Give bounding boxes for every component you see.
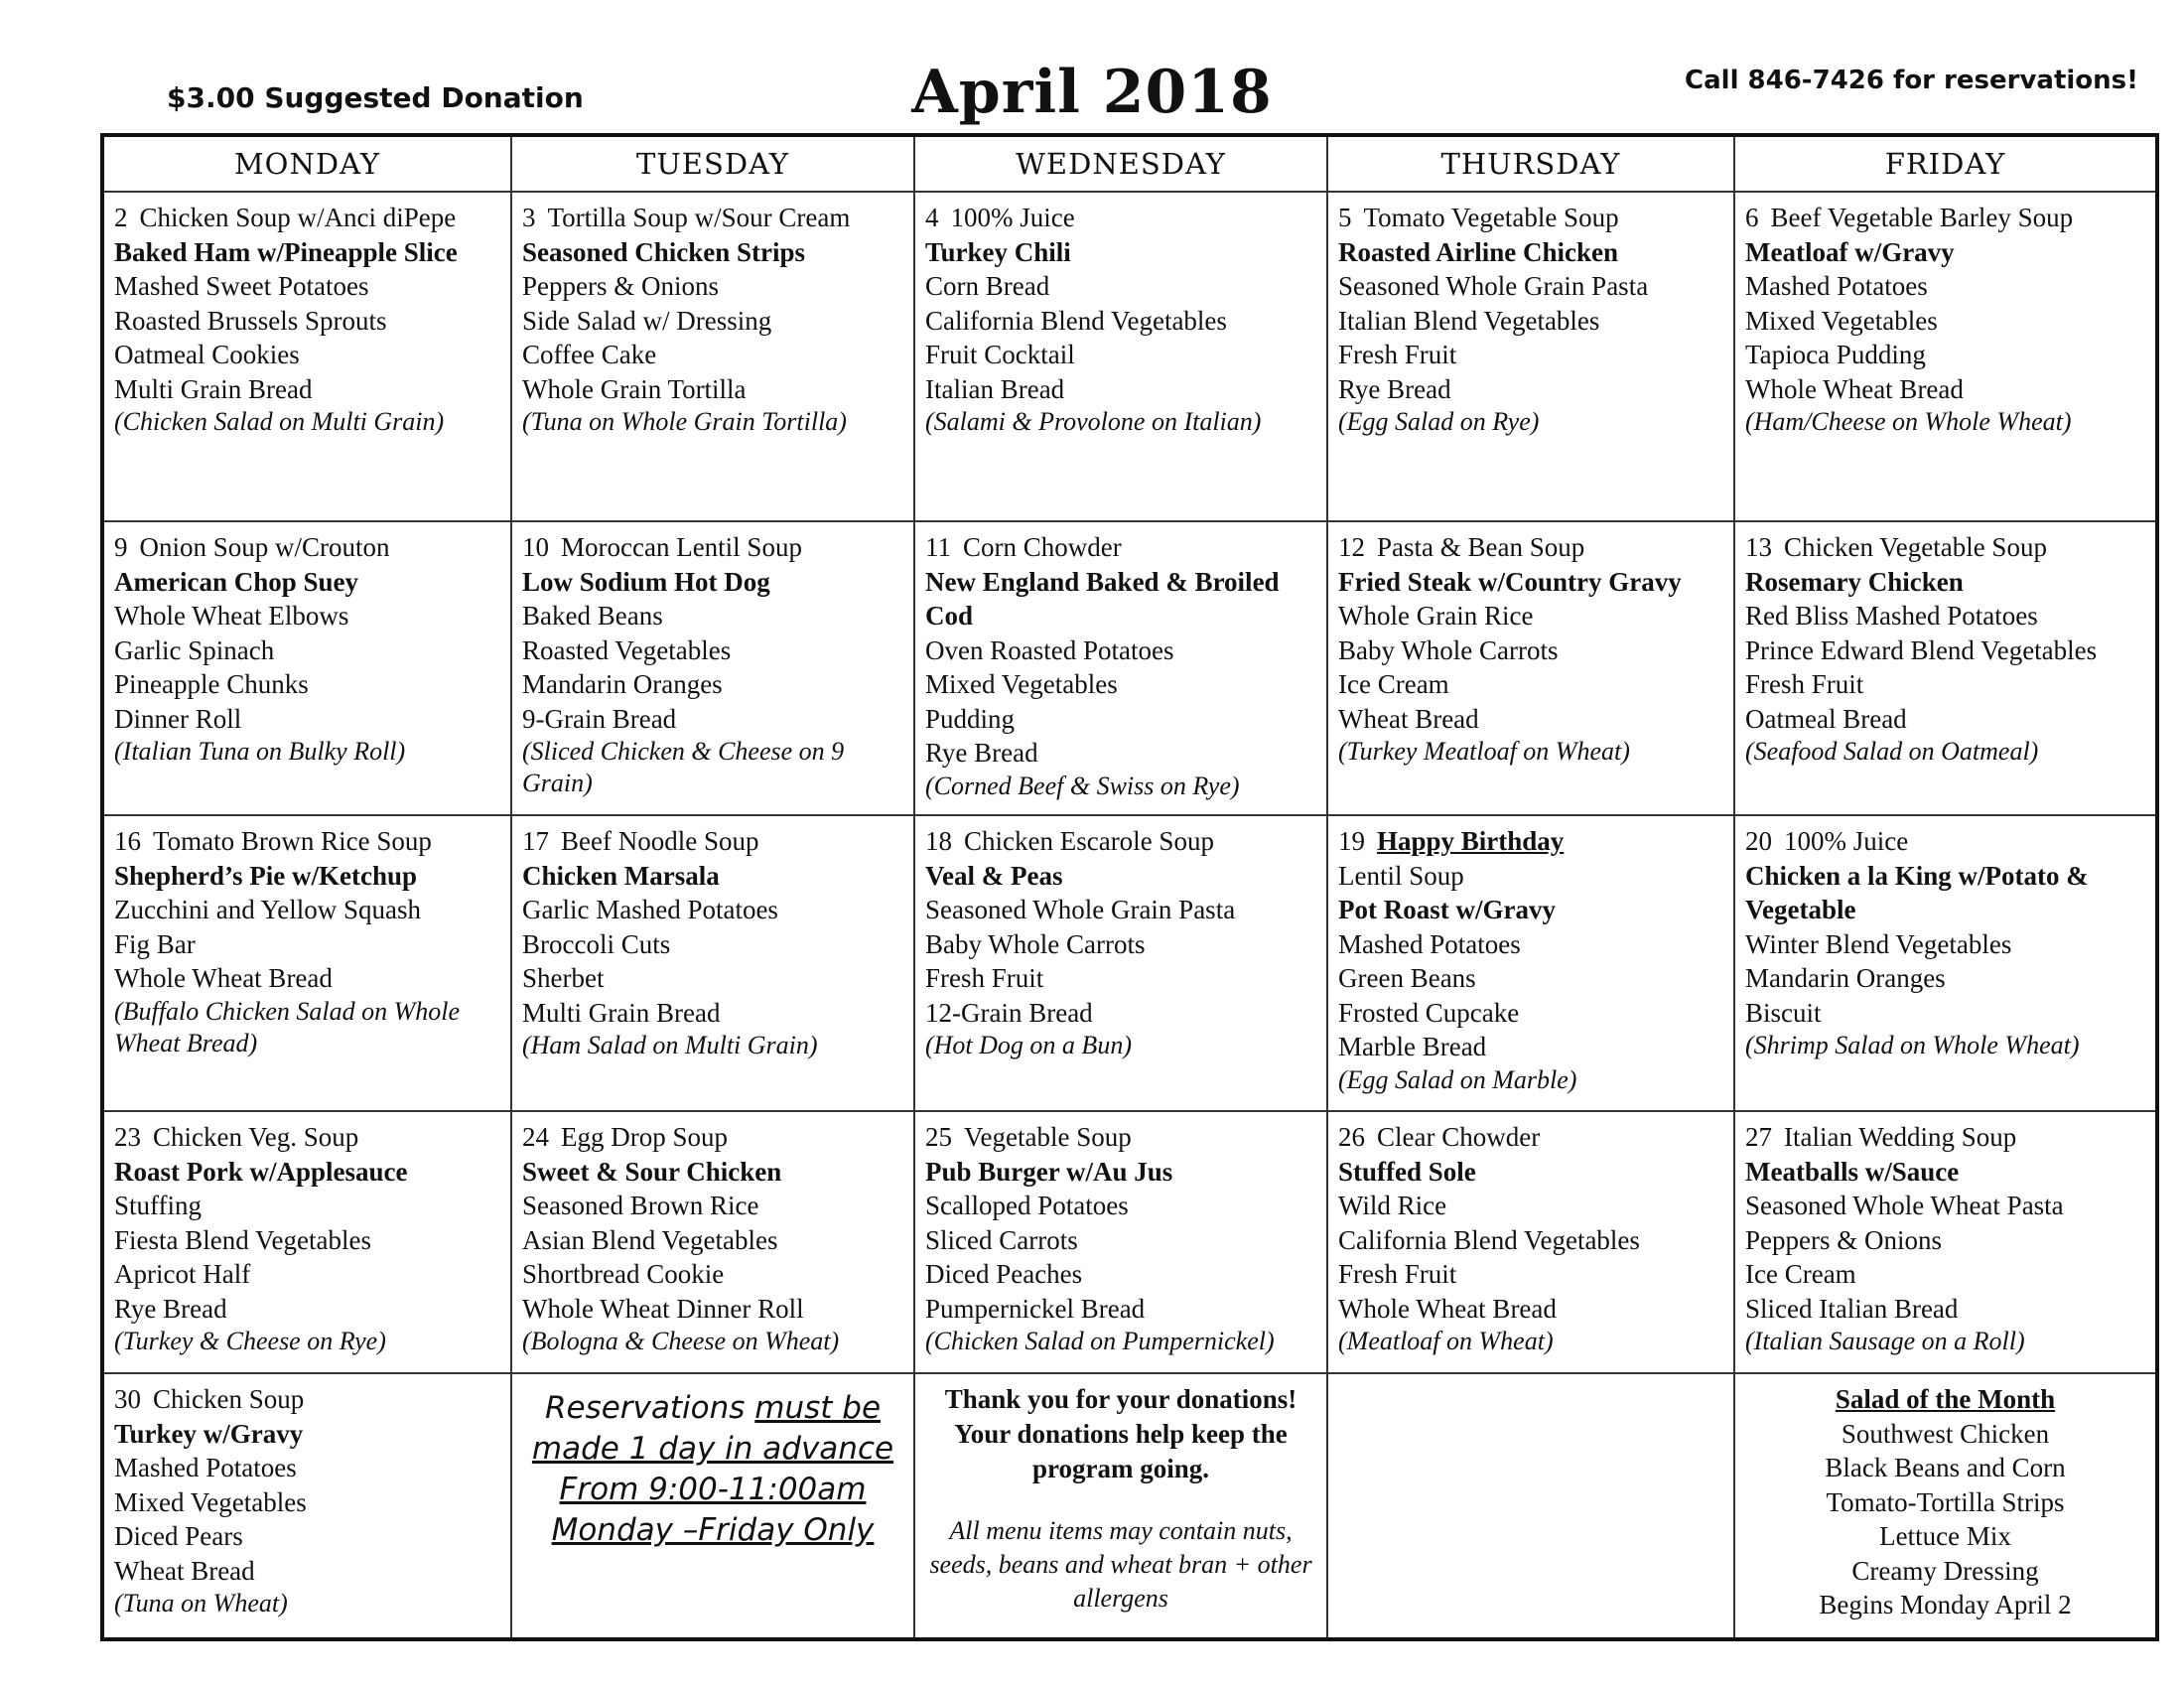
day-cell [914,815,1327,1111]
side-item: Sherbet [522,963,605,993]
day-cell [1734,192,2157,521]
side-item: Scalloped Potatoes [925,1191,1129,1220]
side-item: Whole Grain Tortilla [522,373,747,404]
notice-emphasis: must be [754,1390,882,1426]
side-item: Whole Wheat Bread [1338,1293,1557,1324]
side-item: Mixed Vegetables [925,669,1118,699]
side-item: Stuffing [114,1191,203,1220]
side-item: Red Bliss Mashed Potatoes [1745,601,2038,631]
soup: Tortilla Soup w/Sour Cream [547,203,851,232]
entree: Seasoned Chicken Strips [522,236,806,267]
soup: Chicken Soup [153,1384,305,1414]
soup: Tomato Brown Rice Soup [153,826,432,856]
side-item: Pumpernickel Bread [925,1293,1146,1324]
side-item: Mashed Sweet Potatoes [114,271,369,301]
day-cell [102,815,511,1111]
entree: Pub Burger w/Au Jus [925,1156,1173,1187]
side-item: Fruit Cocktail [925,340,1075,369]
week-row [102,521,2157,815]
soup: Chicken Vegetable Soup [1784,532,2047,562]
alternate-meal: (Turkey Meatloaf on Wheat) [1338,737,1630,766]
day-number: 4 [925,203,939,232]
side-item: Broccoli Cuts [522,928,671,959]
day-cell [1327,1111,1734,1373]
alternate-meal: (Salami & Provolone on Italian) [925,407,1262,436]
alternate-meal: (Tuna on Wheat) [114,1589,288,1618]
side-item: California Blend Vegetables [925,305,1227,336]
day-cell [102,1111,511,1373]
soup-line [522,530,903,565]
day-number: 17 [522,826,549,856]
menu-calendar [100,133,2159,1641]
side-item: Multi Grain Bread [522,997,721,1028]
entree: Rosemary Chicken [1745,566,1964,597]
side-item: Italian Bread [925,373,1065,404]
entree: Veal & Peas [925,860,1063,891]
side-item: Seasoned Whole Grain Pasta [1338,271,1649,301]
notice-line: Reservations [544,1390,755,1426]
soup-line [1745,1120,2145,1155]
side-item: Mixed Vegetables [1745,305,1938,336]
weekday-header: TUESDAY [511,135,914,192]
soup: Beef Noodle Soup [561,826,759,856]
side-item: Roasted Vegetables [522,634,732,665]
salad-item: Tomato-Tortilla Strips [1826,1486,2065,1517]
soup-line [1338,201,1723,235]
side-item: Rye Bread [114,1293,227,1324]
side-item: Pudding [925,703,1016,734]
side-item: Whole Wheat Bread [1745,373,1964,404]
notice-line: Monday –Friday Only [551,1512,875,1548]
salad-item: Southwest Chicken [1841,1418,2050,1449]
day-cell [511,1111,914,1373]
day-cell [1327,192,1734,521]
salad-heading: Salad of the Month [1835,1384,2056,1414]
soup: Clear Chowder [1377,1122,1541,1152]
side-item: Seasoned Whole Grain Pasta [925,895,1236,924]
alternate-meal: (Sliced Chicken & Cheese on 9 Grain) [522,737,845,797]
side-item: 12-Grain Bread [925,997,1093,1028]
side-item: 9-Grain Bread [522,703,677,734]
side-item: Oatmeal Bread [1745,703,1907,734]
entree: Roasted Airline Chicken [1338,236,1619,267]
reservation-notice [522,1382,903,1551]
entree: Sweet & Sour Chicken [522,1156,782,1187]
soup-line [1338,1120,1723,1155]
alternate-meal: (Bologna & Cheese on Wheat) [522,1327,840,1355]
entree: Fried Steak w/Country Gravy [1338,566,1682,597]
weekday-header: MONDAY [102,135,511,192]
soup-line [1745,824,2145,859]
reservation-notice-cell [511,1373,914,1639]
day-cell [1734,521,2157,815]
side-item: Garlic Spinach [114,634,275,665]
soup: Vegetable Soup [964,1122,1132,1152]
day-number: 9 [114,532,128,562]
entree: Stuffed Sole [1338,1156,1476,1187]
side-item: Fresh Fruit [1745,669,1864,699]
entree: Chicken a la King w/Potato & Vegetable [1745,860,2089,924]
soup-line [1745,201,2145,235]
side-item: Mashed Potatoes [1745,271,1928,301]
soup: Chicken Escarole Soup [964,826,1214,856]
alternate-meal: (Ham/Cheese on Whole Wheat) [1745,407,2072,436]
soup: Lentil Soup [1338,860,1464,891]
salad-item: Lettuce Mix [1879,1521,2011,1551]
side-item: Shortbread Cookie [522,1259,725,1289]
entree: Low Sodium Hot Dog [522,566,770,597]
side-item: Wheat Bread [1338,703,1479,734]
side-item: Peppers & Onions [522,271,719,301]
day-number: 11 [925,532,951,562]
side-item: Whole Wheat Elbows [114,601,349,631]
entree: Meatballs w/Sauce [1745,1156,1960,1187]
side-item: Corn Bread [925,271,1050,301]
side-item: Mashed Potatoes [114,1453,297,1482]
soup: Beef Vegetable Barley Soup [1770,203,2074,232]
side-item: Roasted Brussels Sprouts [114,305,387,336]
side-item: Frosted Cupcake [1338,997,1520,1028]
side-item: Rye Bread [1338,373,1451,404]
day-number: 26 [1338,1122,1365,1152]
day-number: 13 [1745,532,1772,562]
side-item: Seasoned Whole Wheat Pasta [1745,1191,2064,1220]
alternate-meal: (Chicken Salad on Pumpernickel) [925,1327,1275,1355]
weekday-header-row [102,135,2157,192]
alternate-meal: (Italian Sausage on a Roll) [1745,1327,2025,1355]
day-cell [102,192,511,521]
day-number: 10 [522,532,549,562]
side-item: Whole Wheat Dinner Roll [522,1293,804,1324]
side-item: Seasoned Brown Rice [522,1191,759,1220]
side-item: California Blend Vegetables [1338,1224,1640,1255]
side-item: Diced Pears [114,1521,243,1551]
day-cell [511,521,914,815]
weekday-header: WEDNESDAY [914,135,1327,192]
salad-item: Creamy Dressing [1851,1555,2039,1586]
side-item: Oatmeal Cookies [114,340,300,369]
side-item: Sliced Italian Bread [1745,1293,1959,1324]
day-number: 5 [1338,203,1352,232]
soup-line [925,201,1316,235]
side-item: Ice Cream [1338,669,1449,699]
side-item: Ice Cream [1745,1259,1856,1289]
day-cell [1327,815,1734,1111]
soup: Tomato Vegetable Soup [1363,203,1619,232]
soup-line [522,824,903,859]
soup-line [925,530,1316,565]
side-item: Fresh Fruit [925,963,1044,993]
soup-line [522,1120,903,1155]
side-item: Wild Rice [1338,1191,1447,1220]
day-cell [914,192,1327,521]
side-item: Side Salad w/ Dressing [522,305,772,336]
side-item: Whole Grain Rice [1338,601,1534,631]
soup: Italian Wedding Soup [1784,1122,2017,1152]
day-number: 3 [522,203,536,232]
alternate-meal: (Italian Tuna on Bulky Roll) [114,737,406,766]
soup-line [114,824,500,859]
week-row [102,1111,2157,1373]
day-cell [1734,1111,2157,1373]
birthday-note: Happy Birthday [1377,826,1565,856]
day-number: 25 [925,1122,952,1152]
soup: Corn Chowder [963,532,1122,562]
side-item: Apricot Half [114,1259,251,1289]
week-row [102,1373,2157,1639]
soup-line [1338,824,1723,859]
soup-line [114,1120,500,1155]
side-item: Dinner Roll [114,703,242,734]
alternate-meal: (Buffalo Chicken Salad on Whole Wheat Bread) [114,996,461,1057]
day-cell [511,815,914,1111]
side-item: Oven Roasted Potatoes [925,634,1174,665]
side-item: Green Beans [1338,963,1476,993]
day-number: 24 [522,1122,549,1152]
entree: Turkey Chili [925,236,1071,267]
alternate-meal: (Tuna on Whole Grain Tortilla) [522,407,847,436]
side-item: Mandarin Oranges [522,669,723,699]
entree: Meatloaf w/Gravy [1745,236,1955,267]
alternate-meal: (Hot Dog on a Bun) [925,1031,1132,1059]
side-item: Baby Whole Carrots [1338,634,1559,665]
soup-line [925,1120,1316,1155]
reservation-phone: Call 846-7426 for reservations! [1685,66,2138,95]
side-item: Baby Whole Carrots [925,928,1146,959]
side-item: Asian Blend Vegetables [522,1224,778,1255]
day-cell [1327,521,1734,815]
entree: Turkey w/Gravy [114,1418,304,1449]
salad-item: Black Beans and Corn [1825,1453,2066,1482]
alternate-meal: (Shrimp Salad on Whole Wheat) [1745,1031,2080,1059]
alternate-meal: (Egg Salad on Marble) [1338,1064,1577,1094]
soup-line [114,530,500,565]
day-number: 12 [1338,532,1365,562]
weekday-header: THURSDAY [1327,135,1734,192]
salad-cell [1734,1373,2157,1639]
side-item: Rye Bread [925,738,1038,768]
week-row [102,192,2157,521]
day-cell [102,1373,511,1639]
salad-item: Begins Monday April 2 [1819,1590,2072,1619]
day-number: 27 [1745,1122,1772,1152]
soup: Pasta & Bean Soup [1377,532,1585,562]
entree: Chicken Marsala [522,860,720,891]
side-item: Fiesta Blend Vegetables [114,1224,371,1255]
side-item: Sliced Carrots [925,1224,1078,1255]
side-item: Coffee Cake [522,340,657,369]
day-number: 23 [114,1122,141,1152]
day-cell [914,1111,1327,1373]
day-number: 18 [925,826,952,856]
side-item: Biscuit [1745,997,1822,1028]
side-item: Diced Peaches [925,1259,1083,1289]
side-item: Winter Blend Vegetables [1745,928,2012,959]
side-item: Multi Grain Bread [114,373,313,404]
alternate-meal: (Seafood Salad on Oatmeal) [1745,737,2039,766]
empty-cell [1327,1373,1734,1639]
side-item: Zucchini and Yellow Squash [114,895,421,924]
alternate-meal: (Meatloaf on Wheat) [1338,1327,1554,1355]
soup: Egg Drop Soup [561,1122,728,1152]
alternate-meal: (Ham Salad on Multi Grain) [522,1031,818,1059]
side-item: Garlic Mashed Potatoes [522,895,778,924]
soup-line [114,1382,500,1417]
day-cell [102,521,511,815]
day-number: 16 [114,826,141,856]
side-item: Prince Edward Blend Vegetables [1745,634,2098,665]
side-item: Fresh Fruit [1338,340,1457,369]
page-title: April 2018 [911,58,1273,127]
side-item: Marble Bread [1338,1032,1487,1061]
day-number: 6 [1745,203,1759,232]
soup-line [114,201,500,235]
side-item: Fresh Fruit [1338,1259,1457,1289]
entree: New England Baked & Broiled Cod [925,566,1280,631]
entree: Shepherd’s Pie w/Ketchup [114,860,418,891]
notice-line: From 9:00-11:00am [559,1472,867,1507]
side-item: Wheat Bread [114,1555,255,1586]
soup-line [1338,530,1723,565]
soup-line [522,201,903,235]
entree: Baked Ham w/Pineapple Slice [114,236,458,267]
soup: Onion Soup w/Crouton [139,532,390,562]
soup: Chicken Veg. Soup [153,1122,359,1152]
side-item: Pineapple Chunks [114,669,309,699]
week-row [102,815,2157,1111]
alternate-meal: (Chicken Salad on Multi Grain) [114,407,445,436]
side-item: Peppers & Onions [1745,1224,1942,1255]
side-item: Italian Blend Vegetables [1338,305,1600,336]
day-number: 30 [114,1384,141,1414]
side-item: Mashed Potatoes [1338,928,1521,959]
side-item: Tapioca Pudding [1745,340,1926,369]
alternate-meal: (Turkey & Cheese on Rye) [114,1327,386,1355]
thank-you-message: Thank you for your donations! Your donations help keep the program going. [944,1384,1297,1483]
alternate-meal: (Egg Salad on Rye) [1338,407,1540,436]
thanks-cell [914,1373,1327,1639]
day-number: 2 [114,203,128,232]
soup: Chicken Soup w/Anci diPepe [139,203,457,232]
soup-line [925,824,1316,859]
soup: 100% Juice [1784,826,1909,856]
suggested-donation: $3.00 Suggested Donation [167,81,584,114]
salad-of-the-month [1745,1382,2145,1622]
side-item: Mandarin Oranges [1745,963,1946,993]
side-item: Mixed Vegetables [114,1486,307,1517]
soup-line [1745,530,2145,565]
side-item: Whole Wheat Bread [114,963,333,993]
side-item: Baked Beans [522,601,663,631]
day-cell [1734,815,2157,1111]
entree: American Chop Suey [114,566,359,597]
soup: 100% Juice [950,203,1075,232]
soup: Moroccan Lentil Soup [561,532,802,562]
day-number: 19 [1338,826,1365,856]
day-number: 20 [1745,826,1772,856]
entree: Pot Roast w/Gravy [1338,895,1556,924]
weekday-header: FRIDAY [1734,135,2157,192]
day-cell [511,192,914,521]
side-item: Fig Bar [114,928,196,959]
day-cell [914,521,1327,815]
alternate-meal: (Corned Beef & Swiss on Rye) [925,771,1240,800]
entree: Roast Pork w/Applesauce [114,1156,408,1187]
notice-line: made 1 day in advance [531,1431,894,1467]
allergen-notice: All menu items may contain nuts, seeds, beans and wheat bran + other allergens [929,1516,1312,1613]
